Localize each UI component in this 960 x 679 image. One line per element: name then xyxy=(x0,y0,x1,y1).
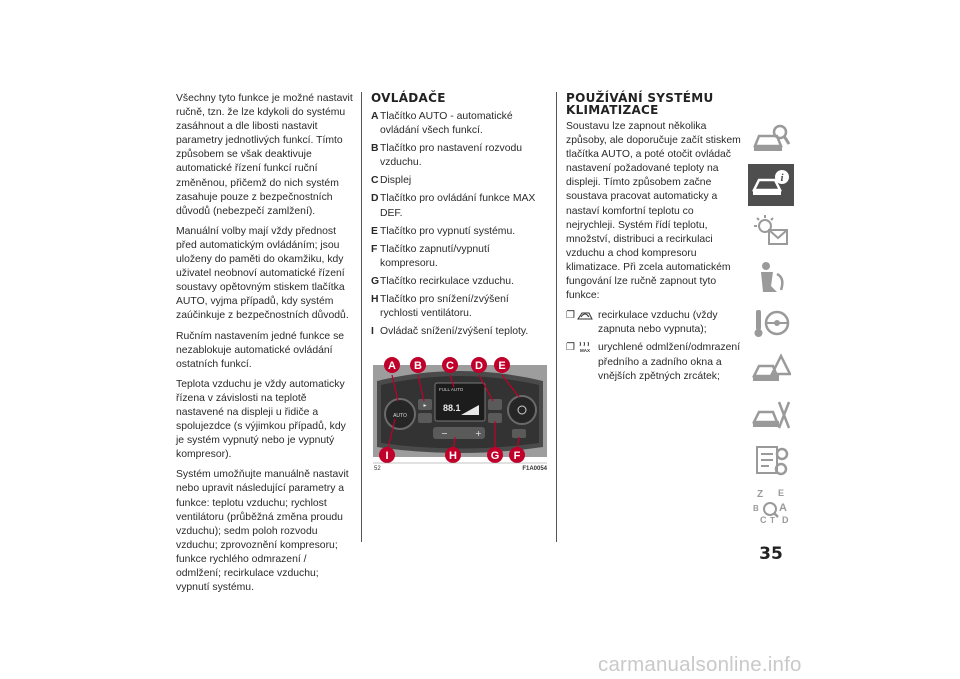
control-key: A xyxy=(371,111,379,122)
climate-panel-illustration xyxy=(371,347,549,471)
control-key: B xyxy=(371,143,379,155)
control-text: Tlačítko pro vypnutí systému. xyxy=(380,225,516,237)
control-item xyxy=(371,142,549,170)
control-item xyxy=(371,110,549,138)
auto-label: AUTO xyxy=(393,413,407,420)
tab-maintenance[interactable] xyxy=(748,394,794,436)
svg-text:I: I xyxy=(385,450,389,463)
heading-line: KLIMATIZACE xyxy=(566,103,659,117)
control-item xyxy=(371,192,549,220)
control-key: C xyxy=(371,175,379,187)
control-text: Tlačítko pro nastavení rozvodu vzduchu. xyxy=(380,143,523,169)
svg-text:D: D xyxy=(475,360,483,373)
bullet-box-icon: ❐ xyxy=(566,342,575,354)
text-column-1 xyxy=(176,92,354,601)
index-icon xyxy=(751,487,791,527)
control-item xyxy=(371,293,549,321)
control-item xyxy=(371,275,549,289)
technical-data-icon xyxy=(751,444,791,478)
seat-safety-icon xyxy=(751,260,791,294)
svg-text:A: A xyxy=(388,360,396,373)
svg-text:▸: ▸ xyxy=(423,402,427,410)
maintenance-icon xyxy=(751,398,791,432)
compressor-button xyxy=(512,429,526,438)
svg-text:−: − xyxy=(441,429,448,439)
max-defrost-icon xyxy=(576,341,594,353)
bullet-item xyxy=(566,309,744,337)
callout-H xyxy=(445,447,461,463)
figure-caption-left: 52 xyxy=(374,466,381,472)
starting-driving-icon xyxy=(751,306,791,340)
bullet-text: urychlené odmlžení/odmrazení předního a zadního okna a vnějších zpětných zrcátek; xyxy=(598,342,741,382)
svg-text:F: F xyxy=(513,450,521,463)
bullet-item xyxy=(566,341,744,383)
control-text: Tlačítko AUTO - automatické ovládání všech funkcí. xyxy=(380,111,513,137)
tab-warning-lights[interactable] xyxy=(748,210,794,252)
bullet-box-icon: ❐ xyxy=(566,310,575,322)
bullet-text: recirkulace vzduchu (vždy zapnuta nebo vypnuta); xyxy=(598,310,718,336)
max-label: MAX xyxy=(580,348,590,354)
column-divider xyxy=(556,92,557,542)
control-key: G xyxy=(371,275,380,287)
callout-E xyxy=(494,357,510,373)
column-divider xyxy=(361,92,362,542)
section-heading-controls: OVLÁDAČE xyxy=(371,91,446,105)
warning-lights-icon xyxy=(751,214,791,248)
index-letter: E xyxy=(778,488,785,498)
display-fullauto: FULL AUTO xyxy=(439,387,464,393)
paragraph: Systém umožňujte manuálně nastavit nebo upravit následující parametry a funkce: teplotu vzduchu; rychlost ventilátoru (průběžná změna proudu vzduchu); sedm poloh rozvodu vzduchu; zprovoznění kompresoru; funkce rychlého odmrazení / odmlžení; recirkulace vzduchu; vypnutí systému. xyxy=(176,469,349,594)
index-letter: D xyxy=(782,515,789,525)
control-text: Displej xyxy=(380,175,412,187)
svg-text:i: i xyxy=(780,172,784,184)
text-column-2 xyxy=(371,92,549,471)
car-safety-icon xyxy=(751,122,791,156)
svg-text:G: G xyxy=(490,450,500,463)
emergency-icon xyxy=(751,352,791,386)
callout-G xyxy=(487,447,503,463)
svg-text:B: B xyxy=(414,360,422,373)
panel-button xyxy=(418,413,432,423)
section-heading-usage xyxy=(566,92,744,116)
control-text: Tlačítko pro snížení/zvýšení rychlosti ventilátoru. xyxy=(380,294,509,320)
heading-line: POUŽÍVÁNÍ SYSTÉMU xyxy=(566,91,714,105)
tab-technical-data[interactable] xyxy=(748,440,794,482)
svg-text:H: H xyxy=(449,450,457,463)
svg-text:C: C xyxy=(446,360,454,373)
control-item xyxy=(371,325,549,339)
max-def-button xyxy=(488,399,502,410)
control-key: I xyxy=(371,326,374,338)
callout-F xyxy=(509,447,525,463)
control-key: D xyxy=(371,193,379,205)
control-key: H xyxy=(371,294,379,306)
paragraph: Soustavu lze zapnout několika způsoby, ale doporučuje začít stiskem tlačítka AUTO, a poté otočit ovládač nastavení požadované teploty na displeji. Tímto způsobem začne soustava pracovat automaticky a nastaví komfortní teplotu co nejrychleji. Systém řídí teplotu, množství, distribuci a recirkulaci vzduchu a chod kompresoru klimatizace. Při zcela automatickém fungování lze ručně zapnout tyto funkce: xyxy=(566,121,741,302)
paragraph: Manuální volby mají vždy přednost před automatickým ovládáním; jsou uloženy do paměti do okamžiku, kdy uživatel neobnoví automatické řízení soustavy opětovným stiskem tlačítka AUTO, vyjma případů, kdy systém zaúčinkuje z bezpečnostních důvodů. xyxy=(176,225,349,322)
control-text: Tlačítko recirkulace vzduchu. xyxy=(380,275,514,287)
callout-A xyxy=(384,357,400,373)
watermark[interactable]: carmanualsonline.info xyxy=(598,653,802,676)
chapter-tabs xyxy=(748,118,794,532)
tab-car-safety[interactable] xyxy=(748,118,794,160)
text-column-3 xyxy=(566,92,744,388)
index-letter: C xyxy=(760,515,767,525)
control-key: F xyxy=(371,243,378,255)
recirculation-icon xyxy=(576,309,594,321)
paragraph: Ručním nastavením jedné funkce se nezablokuje automatické ovládání ostatních funkcí. xyxy=(176,330,345,370)
paragraph: Teplota vzduchu je vždy automaticky řízena v závislosti na teplotě nastavené na displeji u řidiče a spolujezdce (s výjimkou případů, kdy je systém vypnutý nebo je vypnutý kompresor). xyxy=(176,378,346,461)
control-key: E xyxy=(371,225,378,237)
index-letter: B xyxy=(753,504,759,513)
index-letter: Z xyxy=(757,489,764,500)
svg-text:E: E xyxy=(498,360,506,373)
climate-control-figure xyxy=(371,347,549,471)
control-item xyxy=(371,174,549,188)
control-text: Tlačítko zapnutí/vypnutí kompresoru. xyxy=(380,243,490,269)
callout-I xyxy=(379,447,395,463)
display-digits: 88.1 xyxy=(443,403,461,414)
svg-text:+: + xyxy=(475,429,482,439)
car-info-icon xyxy=(751,168,791,202)
control-item xyxy=(371,225,549,239)
figure-caption-right: F1A0054 xyxy=(522,466,547,472)
control-text: Ovládač snížení/zvýšení teploty. xyxy=(380,326,529,338)
paragraph: Všechny tyto funkce je možné nastavit ručně, tzn. že lze kdykoli do systému zasáhnout a dle libosti nastavit parametry jednotlivých funkcí. Tímto způsobem se však deaktivuje automatické řízení funkcí ruční změněnou, přičemž do nich systém zasahuje pouze z bezpečnostních důvodů (nebezpečí zamlžení). xyxy=(176,93,353,217)
index-letter: A xyxy=(779,502,787,514)
tab-seat-safety[interactable] xyxy=(748,256,794,298)
callout-D xyxy=(471,357,487,373)
tab-starting-driving[interactable] xyxy=(748,302,794,344)
tab-index[interactable] xyxy=(748,486,794,528)
callout-B xyxy=(410,357,426,373)
control-item xyxy=(371,243,549,271)
page-number: 35 xyxy=(759,544,783,564)
callout-C xyxy=(442,357,458,373)
off-knob xyxy=(508,396,536,424)
tab-car-info[interactable] xyxy=(748,164,794,206)
index-letter: T xyxy=(770,516,775,525)
tab-emergency[interactable] xyxy=(748,348,794,390)
control-text: Tlačítko pro ovládání funkce MAX DEF. xyxy=(380,193,536,219)
